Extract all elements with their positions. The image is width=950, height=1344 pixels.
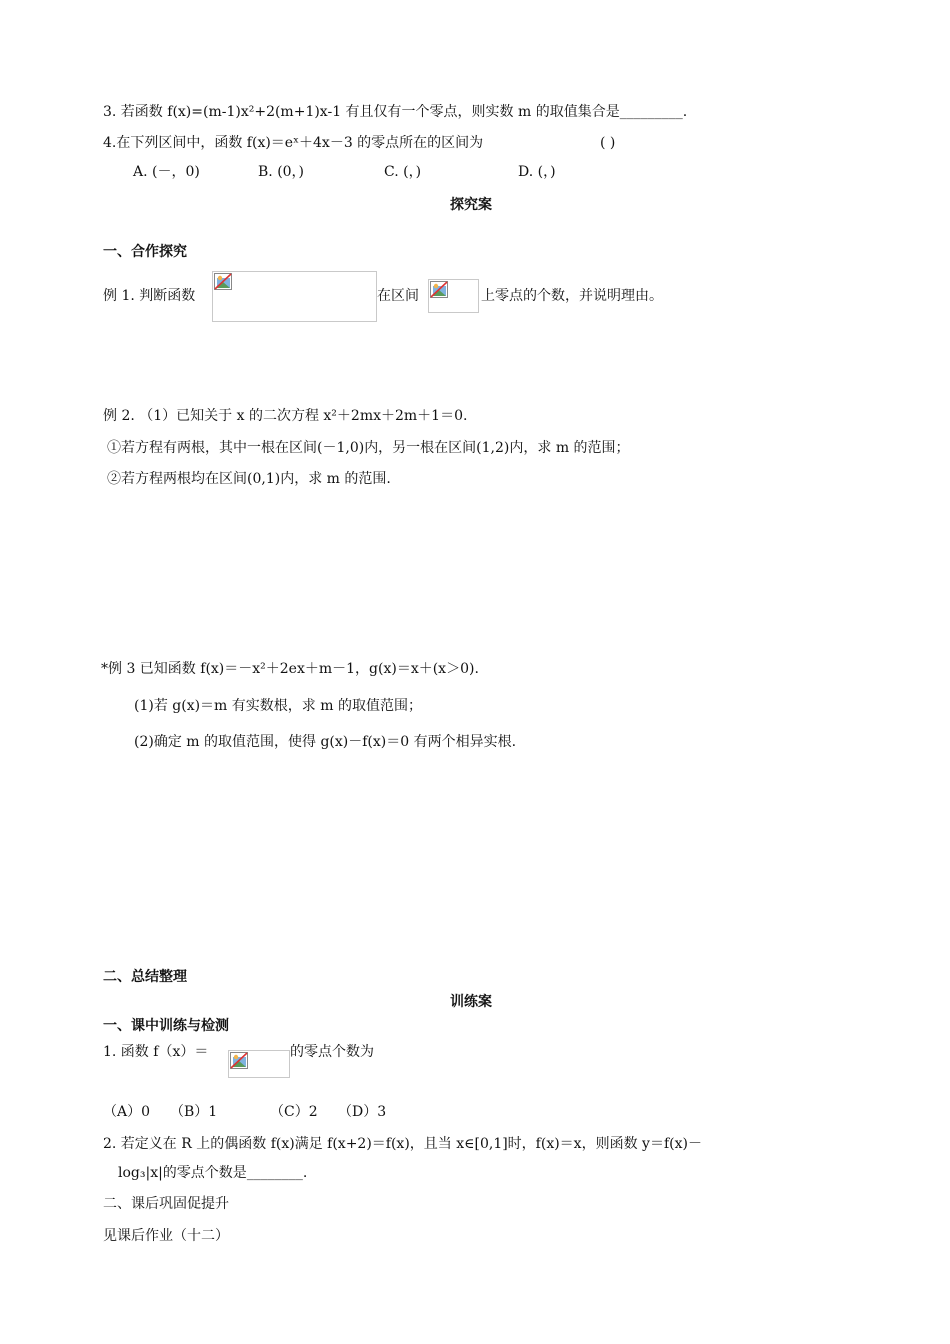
training-1-option-d: （D）3	[338, 1104, 387, 1120]
training-1-prefix: 1. 函数 f（x）＝	[103, 1044, 209, 1060]
question-4-answer-paren: ( )	[600, 135, 616, 151]
training-1-suffix: 的零点个数为	[290, 1044, 374, 1060]
training-2-line-1: 2. 若定义在 R 上的偶函数 f(x)满足 f(x+2)＝f(x)，且当 x∈[0,1]时，f(x)＝x，则函数 y＝f(x)－	[103, 1136, 702, 1152]
training-1-option-c: （C）2	[270, 1104, 318, 1120]
formula-image-placeholder	[212, 271, 377, 322]
question-3	[103, 102, 687, 122]
example-3-item-1: (1)若 g(x)＝m 有实数根，求 m 的取值范围；	[134, 698, 422, 714]
example-3-intro: *例 3 已知函数 f(x)＝－x²＋2ex＋m－1，g(x)＝x＋(x＞0).	[101, 661, 479, 677]
broken-image-icon	[430, 281, 448, 298]
example-2-item-2: ②若方程两根均在区间(0,1)内，求 m 的范围.	[107, 471, 391, 487]
question-4-option-b: B. (0，)	[258, 164, 305, 180]
example-2-intro: 例 2. （1）已知关于 x 的二次方程 x²＋2mx＋2m＋1＝0.	[103, 408, 468, 424]
example-3-item-2: (2)确定 m 的取值范围，使得 g(x)－f(x)＝0 有两个相异实根.	[134, 734, 517, 750]
example-1-suffix: 上零点的个数，并说明理由。	[481, 288, 663, 304]
broken-image-icon	[230, 1052, 248, 1069]
training-1-option-a: （A）0	[103, 1104, 151, 1120]
heading-cooperative-explore: 一、合作探究	[103, 244, 187, 260]
training-1-option-b: （B）1	[170, 1104, 218, 1120]
question-4-option-d: D. (，)	[518, 164, 556, 180]
training-2-line-2	[118, 1163, 307, 1183]
broken-image-icon	[214, 273, 232, 290]
section-title-training: 训练案	[450, 994, 492, 1010]
training-2-end: .	[302, 1165, 308, 1181]
function-image-placeholder	[228, 1050, 290, 1078]
question-3-text: 3. 若函数 f(x)=(m-1)x²+2(m+1)x-1 有且仅有一个零点，则实数 m 的取值集合是	[103, 104, 620, 120]
heading-summary: 二、总结整理	[103, 969, 187, 985]
training-2-blank: ________	[246, 1165, 303, 1181]
heading-in-class-training: 一、课中训练与检测	[103, 1018, 229, 1034]
question-4-text: 4.在下列区间中，函数 f(x)＝eˣ＋4x－3 的零点所在的区间为	[103, 135, 484, 151]
question-4	[103, 133, 483, 153]
question-3-end: .	[682, 104, 688, 120]
question-3-blank: _________	[619, 104, 683, 120]
question-4-option-c: C. (，)	[384, 164, 422, 180]
example-1-mid: 在区间	[377, 288, 419, 304]
question-4-option-a: A. (－，0)	[133, 164, 200, 180]
heading-after-class: 二、课后巩固促提升	[103, 1196, 229, 1212]
section-title-explore: 探究案	[450, 197, 492, 213]
homework-note: 见课后作业（十二）	[103, 1228, 229, 1244]
example-1-prefix: 例 1. 判断函数	[103, 288, 196, 304]
example-2-item-1: ①若方程有两根，其中一根在区间(－1,0)内，另一根在区间(1,2)内，求 m 的范围；	[107, 440, 630, 456]
interval-image-placeholder	[428, 279, 479, 313]
training-2-line-2-text: log₃|x|的零点个数是	[118, 1165, 247, 1181]
